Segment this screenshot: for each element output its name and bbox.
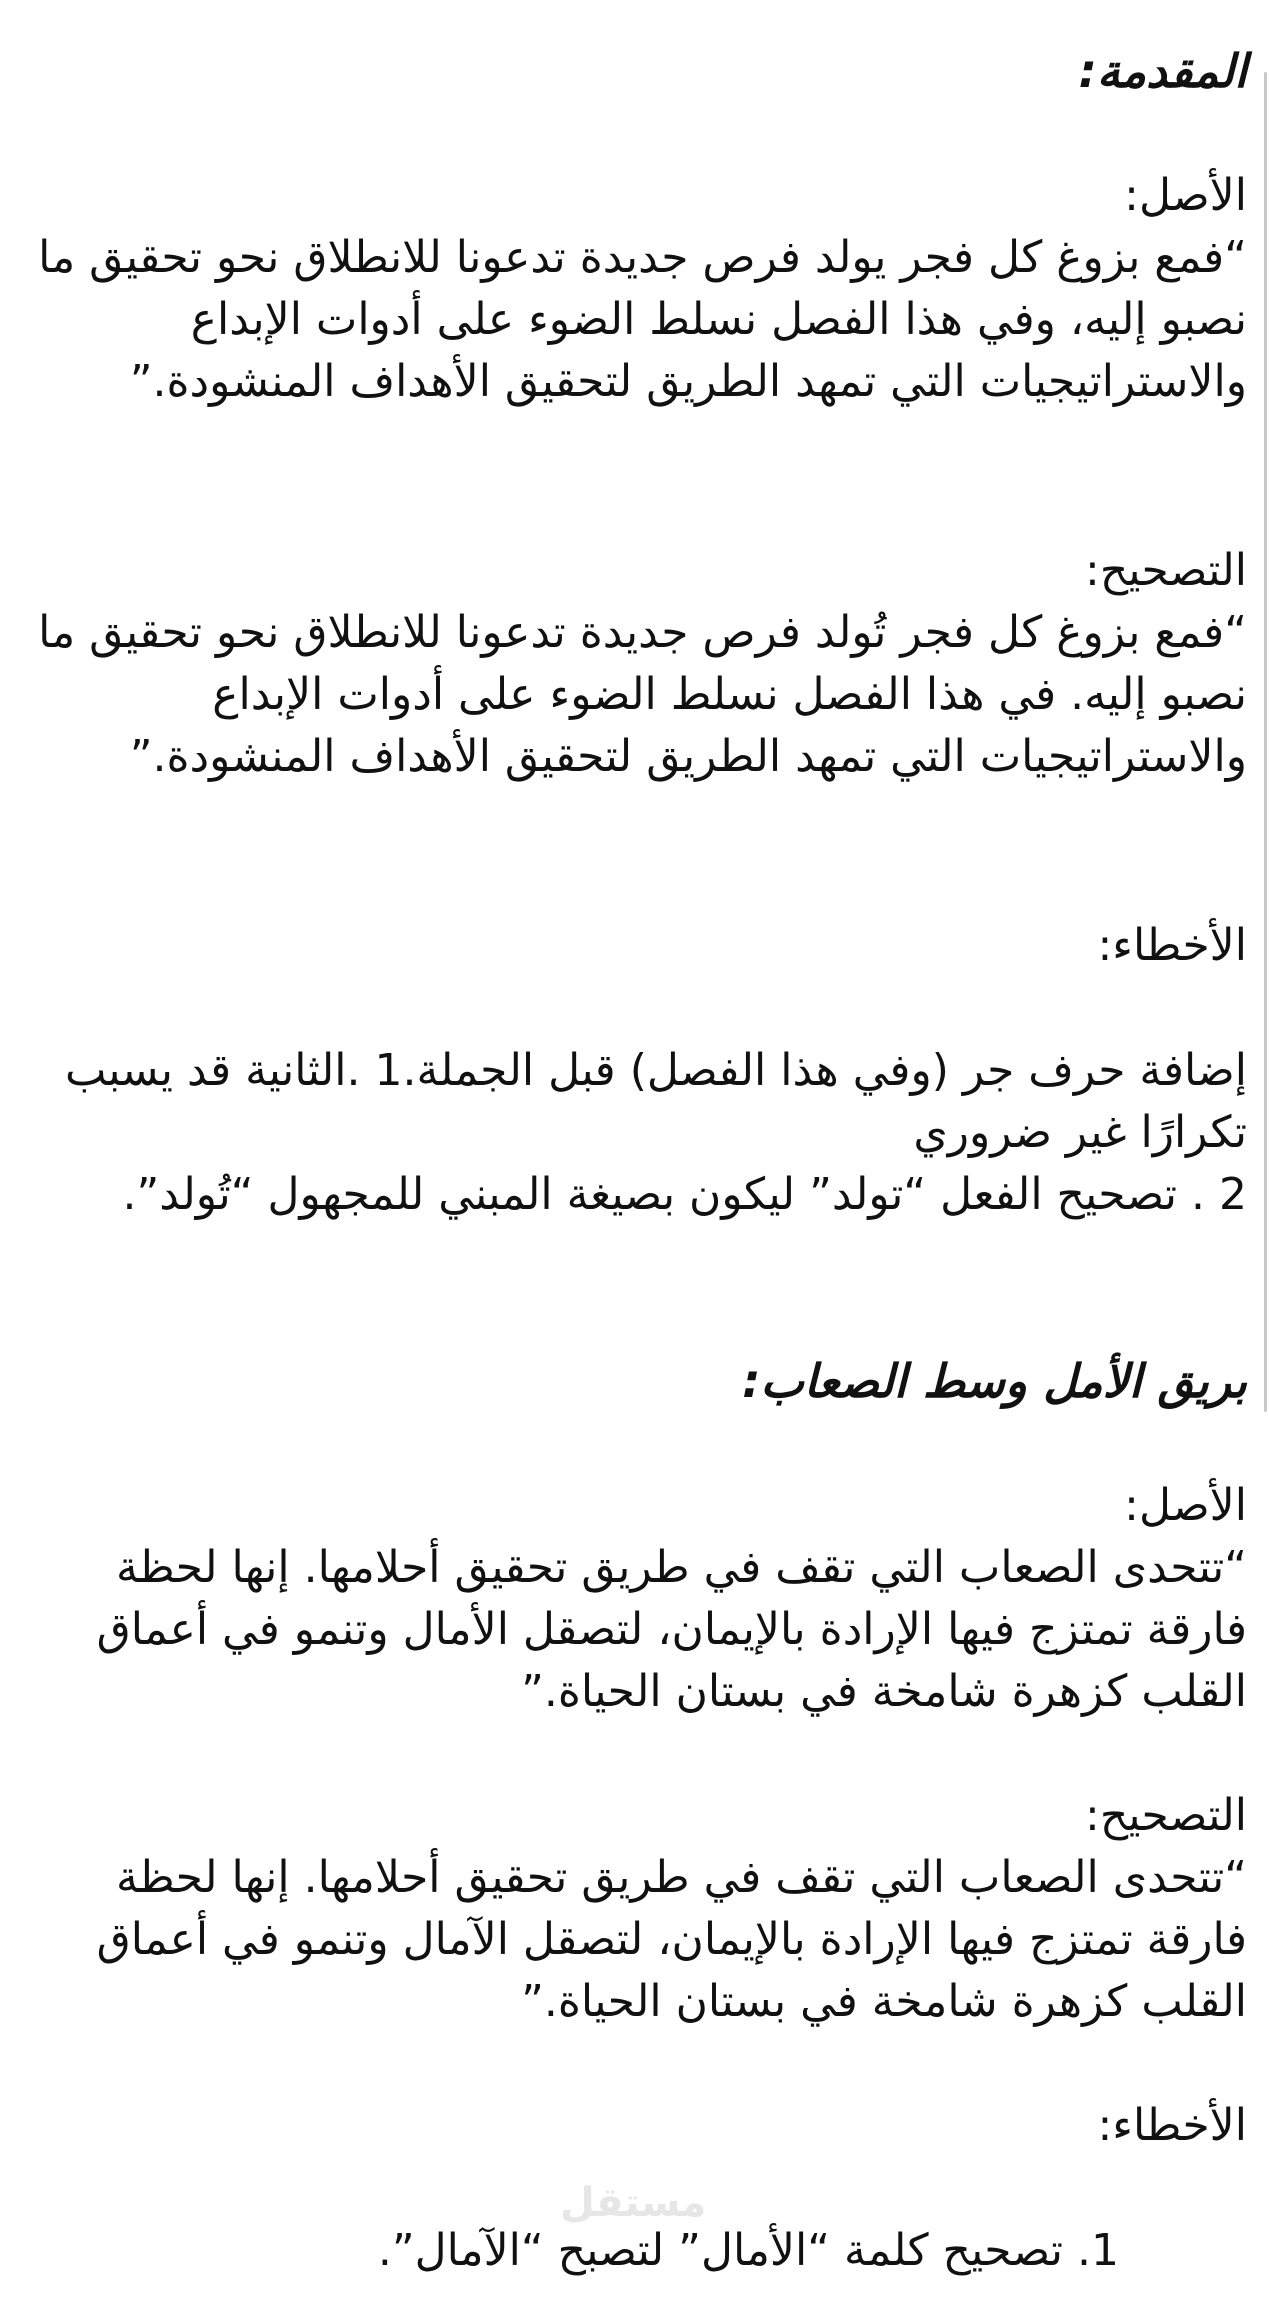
error-item: إضافة حرف جر (وفي هذا الفصل) قبل الجملة.1 .الثانية قد يسبب تكرارًا غير ضروري (65, 1045, 1247, 1158)
correction-label: التصحيح: (1085, 1790, 1247, 1841)
original-label: الأصل: (1124, 170, 1247, 221)
error-item: 2 . تصحيح الفعل “تولد” ليكون بصيغة المبني للمجهول “تُولد”. (122, 1169, 1247, 1220)
error-item: 1. تصحيح كلمة “الأمال” لتصبح “الآمال”. (377, 2225, 1119, 2276)
errors-label: الأخطاء: (1097, 2100, 1247, 2151)
section-heading-hope: بريق الأمل وسط الصعاب: (742, 1354, 1247, 1408)
original-paragraph: “تتحدى الصعاب التي تقف في طريق تحقيق أحلامها. إنها لحظة فارقة تمتزج فيها الإرادة بالإيمان، لتصقل الأمال وتنمو في أعماق القلب كزهرة شامخة في بستان الحياة.” (96, 1542, 1247, 1717)
original-paragraph: “فمع بزوغ كل فجر يولد فرص جديدة تدعونا للانطلاق نحو تحقيق ما نصبو إليه، وفي هذا الفصل نسلط الضوء على أدوات الإبداع والاستراتيجيات التي تمهد الطريق لتحقيق الأهداف المنشودة.” (38, 232, 1247, 407)
scrollbar[interactable] (1264, 72, 1267, 1412)
watermark-logo: مستقل (560, 2180, 707, 2226)
section-heading-introduction: المقدمة: (1078, 44, 1247, 98)
errors-label: الأخطاء: (1097, 920, 1247, 971)
correction-label: التصحيح: (1085, 545, 1247, 596)
correction-paragraph: “فمع بزوغ كل فجر تُولد فرص جديدة تدعونا للانطلاق نحو تحقيق ما نصبو إليه. في هذا الفصل نسلط الضوء على أدوات الإبداع والاستراتيجيات التي تمهد الطريق لتحقيق الأهداف المنشودة.” (38, 607, 1247, 782)
correction-paragraph: “تتحدى الصعاب التي تقف في طريق تحقيق أحلامها. إنها لحظة فارقة تمتزج فيها الإرادة بالإيمان، لتصقل الآمال وتنمو في أعماق القلب كزهرة شامخة في بستان الحياة.” (96, 1852, 1247, 2027)
original-label: الأصل: (1124, 1480, 1247, 1531)
